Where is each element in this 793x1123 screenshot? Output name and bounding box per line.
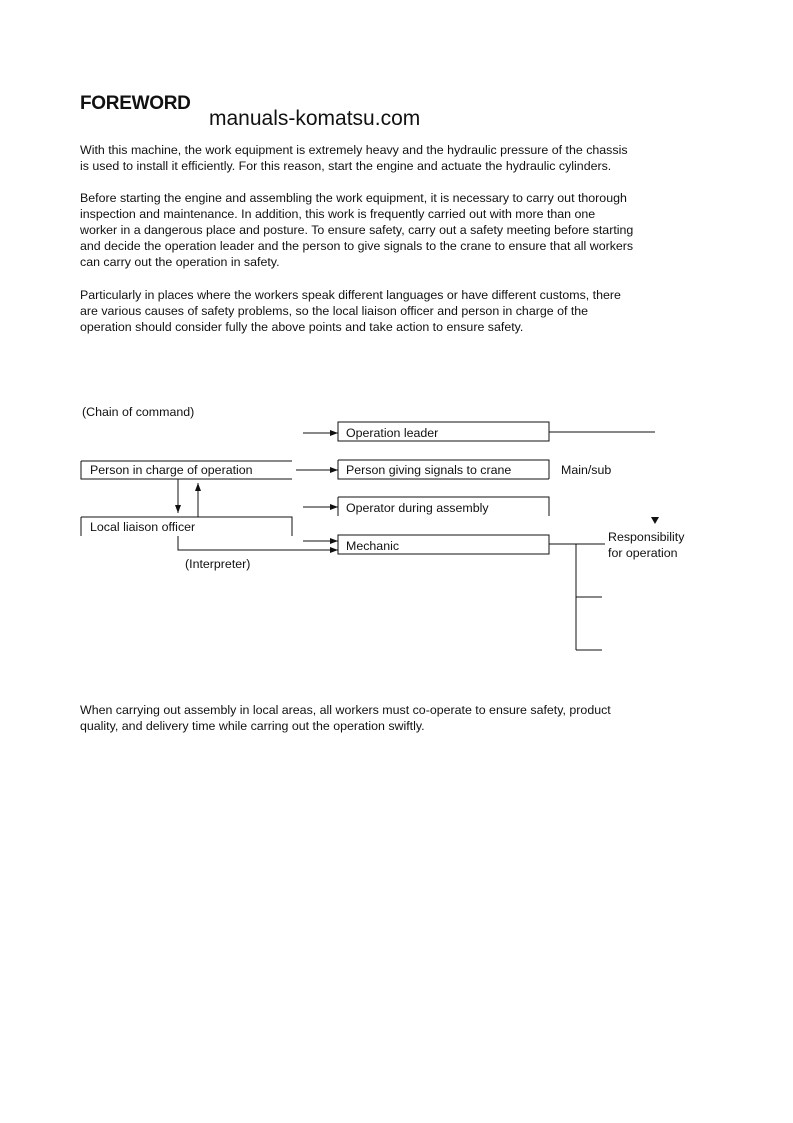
chain-label: (Chain of command) <box>82 405 195 419</box>
responsibility-line2: for operation <box>608 546 678 560</box>
paragraph-line: Before starting the engine and assembling the work equipment, it is necessary to carry out thorough <box>80 191 627 205</box>
signaller-label: Person giving signals to crane <box>346 463 512 477</box>
paragraph-line: and decide the operation leader and the person to give signals to the crane to ensure that all workers <box>80 239 634 253</box>
watermark: manuals-komatsu.com <box>209 107 421 130</box>
mechanic-label: Mechanic <box>346 539 400 553</box>
page-title: FOREWORD <box>80 93 191 114</box>
paragraph-line: is used to install it efficiently. For this reason, start the engine and actuate the hydraulic cylinders. <box>80 159 612 173</box>
paragraph-line: Particularly in places where the workers speak different languages or have different customs, there <box>80 288 621 302</box>
paragraph-line: With this machine, the work equipment is extremely heavy and the hydraulic pressure of the chassis <box>80 143 628 157</box>
paragraph-line: quality, and delivery time while carring out the operation swiftly. <box>80 719 425 733</box>
paragraph-line: are various causes of safety problems, so the local liaison officer and person in charge of the <box>80 304 589 318</box>
person-in-charge-label: Person in charge of operation <box>90 463 253 477</box>
local-liaison-label: Local liaison officer <box>90 520 196 534</box>
paragraph-line: worker in a dangerous place and posture. To ensure safety, carry out a safety meeting before starting <box>80 223 634 237</box>
paragraph-line: When carrying out assembly in local areas, all workers must co-operate to ensure safety, product <box>80 703 611 717</box>
operation-leader-label: Operation leader <box>346 426 439 440</box>
arrow-liaison-to-mechanic <box>178 536 338 550</box>
interpreter-label: (Interpreter) <box>185 557 251 571</box>
arrowhead-icon <box>651 517 659 524</box>
responsibility-line1: Responsibility <box>608 530 685 544</box>
paragraph-line: operation should consider fully the above points and take action to ensure safety. <box>80 320 524 334</box>
paragraph-local-assembly <box>80 702 730 734</box>
operator-label: Operator during assembly <box>346 501 489 515</box>
paragraph-line: can carry out the operation in safety. <box>80 255 280 269</box>
main-sub-label: Main/sub <box>561 463 612 477</box>
paragraph-line: inspection and maintenance. In addition, this work is frequently carried out with more than one <box>80 207 596 221</box>
